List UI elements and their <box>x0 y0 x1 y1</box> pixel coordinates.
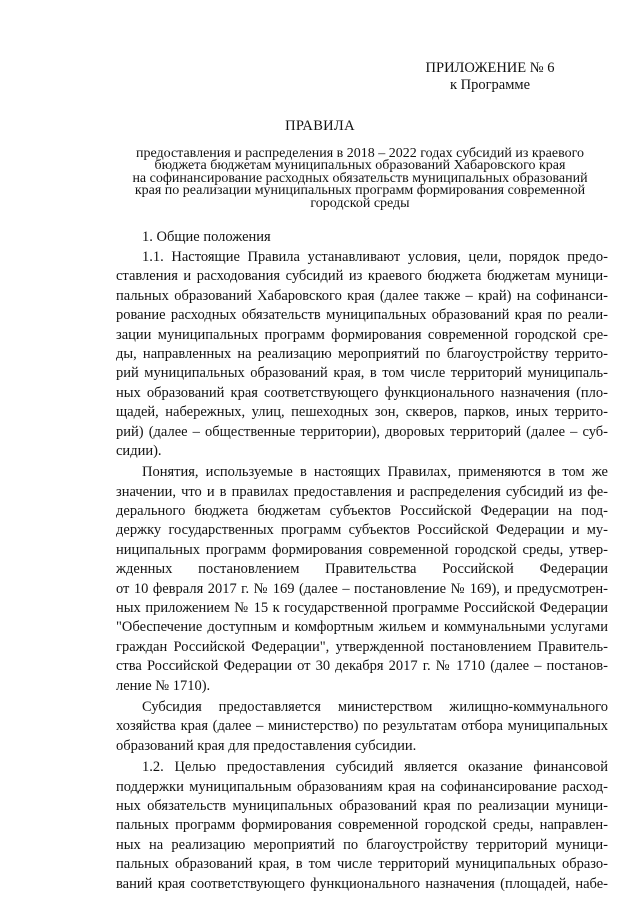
text-line: пальных образований Хабаровского края (далее также – край) на софинанси- <box>116 287 608 304</box>
text-line: ставления и расходования субсидий из краевого бюджета бюджетам муници- <box>116 268 608 285</box>
paragraph-1-1 <box>116 248 608 461</box>
text-line: ваний края соответствующего функционального назначения (площадей, набе- <box>116 875 608 892</box>
text-line: держку государственных программ субъектов Российской Федерации и му- <box>116 522 608 539</box>
text-line: ных на реализацию мероприятий по благоустройству территорий муници- <box>116 836 608 853</box>
text-line: ных образований края соответствующего функционального назначения (пло- <box>116 384 608 401</box>
text-line: хозяйства края (далее – министерство) по результатам отбора муниципальных <box>116 718 608 735</box>
section-heading: 1. Общие положения <box>142 229 271 245</box>
appendix-number: ПРИЛОЖЕНИЕ № 6 <box>425 60 555 76</box>
text-line: ление № 1710). <box>116 677 211 694</box>
appendix-header <box>400 60 580 94</box>
paragraph-1-2 <box>116 758 608 894</box>
subtitle-line: бюджета бюджетам муниципальных образований Хабаровского края <box>154 158 566 174</box>
document-subtitle <box>100 148 620 210</box>
text-line: дерального бюджета бюджетам субъектов Российской Федерации на под- <box>116 503 608 520</box>
subtitle-line: на софинансирование расходных обязательств муниципальных образований <box>132 170 588 186</box>
text-line: рий) (далее – общественные территории), дворовых территорий (далее – суб- <box>116 423 608 440</box>
text-line: ды, направленных на реализацию мероприятий по благоустройству террито- <box>116 345 608 362</box>
text-line: Субсидия предоставляется министерством жилищно-коммунального <box>142 698 608 715</box>
subtitle-line: городской среды <box>310 195 410 211</box>
subtitle-line: края по реализации муниципальных программ формирования современной <box>134 183 586 199</box>
text-line: зации муниципальных программ формирования современной городской сре- <box>116 326 608 343</box>
text-line: пальных программ формирования современной городской среды, направлен- <box>116 817 608 834</box>
text-line: щадей, набережных, улиц, пешеходных зон, скверов, парков, иных террито- <box>116 404 608 421</box>
document-title: ПРАВИЛА <box>285 118 355 134</box>
text-line: значении, что и в правилах предоставления и распределения субсидий из фе- <box>116 483 608 500</box>
text-line: жденных постановлением Правительства Российской Федерации <box>116 561 608 578</box>
text-line: поддержки муниципальным образованиям края на софинансирование расход- <box>116 778 608 795</box>
text-line: от 10 февраля 2017 г. № 169 (далее – постановление № 169), и предусмотрен- <box>116 580 608 597</box>
text-line: ства Российской Федерации от 30 декабря 2017 г. № 1710 (далее – постанов- <box>116 658 608 675</box>
text-line: образований края для предоставления субсидии. <box>116 737 417 754</box>
appendix-program-ref: к Программе <box>449 77 531 93</box>
text-line: Понятия, используемые в настоящих Правилах, применяются в том же <box>142 464 608 481</box>
text-line: 1.1. Настоящие Правила устанавливают условия, цели, порядок предо- <box>142 249 608 265</box>
text-line: ниципальных программ формирования современной городской среды, утвер- <box>116 541 608 558</box>
text-line: ных приложением № 15 к государственной программе Российской Федерации <box>116 600 608 617</box>
paragraph-definitions <box>116 463 608 696</box>
text-line: рование расходных обязательств муниципальных образований края по реали- <box>116 307 608 324</box>
text-line: граждан Российской Федерации", утвержденной постановлением Правитель- <box>116 638 608 655</box>
text-line: рий муниципальных образований края, в том числе территорий муниципаль- <box>116 365 608 382</box>
document-body <box>116 248 608 894</box>
text-line: "Обеспечение доступным и комфортным жильем и коммунальными услугами <box>116 619 608 636</box>
paragraph-subsidy-provider <box>116 698 608 756</box>
text-line: 1.2. Целью предоставления субсидий является оказание финансовой <box>142 759 608 776</box>
text-line: сидии). <box>116 442 162 459</box>
text-line: ных обязательств муниципальных образований края по реализации муници- <box>116 797 608 814</box>
text-line: пальных образований края, в том числе территорий муниципальных образо- <box>116 856 608 873</box>
subtitle-line: предоставления и распределения в 2018 – 2022 годах субсидий из краевого <box>135 146 585 161</box>
